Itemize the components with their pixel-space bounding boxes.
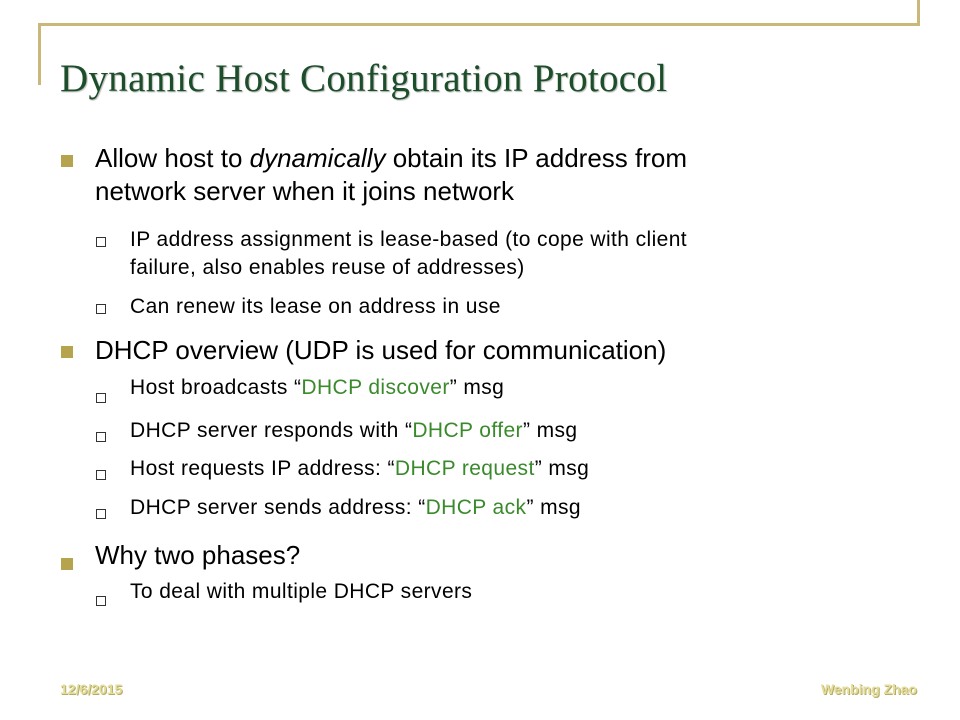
bullet-1-emphasis: dynamically <box>249 143 386 173</box>
sub-bullet-2-3-after: ” msg <box>534 457 590 480</box>
dhcp-discover-highlight: DHCP discover <box>301 376 450 399</box>
sub-bullet-2-1-before: Host broadcasts “ <box>130 376 302 399</box>
sub-bullet-2-1-after: ” msg <box>449 376 505 399</box>
bullet-1-text-after: obtain its IP address from <box>385 143 688 173</box>
sub-bullet-2-1 <box>130 374 504 401</box>
sub-bullet-2-4-before: DHCP server sends address: “ <box>130 496 426 519</box>
hollow-square-bullet-icon <box>96 237 106 247</box>
sub-bullet-2-2-before: DHCP server responds with “ <box>130 419 413 442</box>
bullet-2: DHCP overview (UDP is used for communication) <box>95 335 667 365</box>
sub-bullet-1-2: Can renew its lease on address in use <box>130 295 501 318</box>
dhcp-ack-highlight: DHCP ack <box>425 496 527 519</box>
sub-bullet-1-1-line-2: failure, also enables reuse of addresses) <box>130 256 525 279</box>
sub-bullet-1-1-line-1: IP address assignment is lease-based (to cope with client <box>130 228 688 251</box>
dhcp-offer-highlight: DHCP offer <box>412 419 523 442</box>
dhcp-request-highlight: DHCP request <box>394 457 535 480</box>
sub-bullet-3-1: To deal with multiple DHCP servers <box>130 580 473 603</box>
footer-date: 12/6/2015 <box>60 681 123 697</box>
sub-bullet-2-3 <box>130 455 589 482</box>
sub-bullet-2-2 <box>130 417 577 444</box>
frame-top-end-line <box>917 0 920 26</box>
hollow-square-bullet-icon <box>96 470 106 480</box>
hollow-square-bullet-icon <box>96 432 106 442</box>
bullet-3: Why two phases? <box>95 540 301 570</box>
sub-bullet-2-2-after: ” msg <box>522 419 578 442</box>
sub-bullet-2-4 <box>130 494 581 521</box>
square-bullet-icon <box>61 155 73 167</box>
square-bullet-icon <box>61 346 73 358</box>
hollow-square-bullet-icon <box>96 393 106 403</box>
sub-bullet-2-3-before: Host requests IP address: “ <box>130 457 395 480</box>
slide-title: Dynamic Host Configuration Protocol <box>60 57 668 100</box>
frame-left-line <box>38 23 41 85</box>
bullet-1-line-2: network server when it joins network <box>95 176 515 206</box>
sub-bullet-2-4-after: ” msg <box>526 496 581 519</box>
bullet-1-line-1 <box>95 142 687 175</box>
hollow-square-bullet-icon <box>96 596 106 606</box>
frame-top-line <box>38 23 920 26</box>
square-bullet-icon <box>61 558 73 570</box>
hollow-square-bullet-icon <box>96 304 106 314</box>
hollow-square-bullet-icon <box>96 509 106 519</box>
bullet-1-text-before: Allow host to <box>95 143 250 173</box>
footer-author: Wenbing Zhao <box>820 681 917 697</box>
